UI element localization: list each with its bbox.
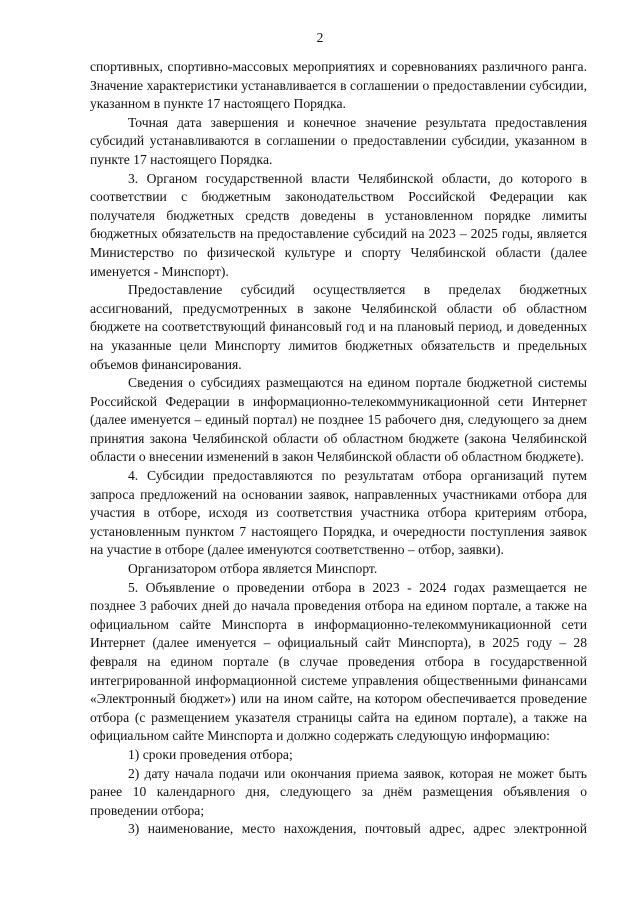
paragraph-3: 3. Органом государственной власти Челябинской области, до которого в соответствии с бюджетным законодательством Российской Федерации как получателя бюджетных средств доведены в установленном порядке лимиты бюджетных обязательств на предоставление субсидий на 2023 – 2025 годы, является Министерство по физической культуре и спорту Челябинской области (далее именуется - Минспорт). xyxy=(90,170,587,279)
document-body xyxy=(90,58,587,839)
paragraph-4: Предоставление субсидий осуществляется в пределах бюджетных ассигнований, предусмотренных в законе Челябинской области об областном бюджете на соответствующий финансовый год и на плановый период, и доведенных на указанные цели Минспорту лимитов бюджетных обязательств и предельных объемов финансирования. xyxy=(90,282,587,372)
paragraph-8: 5. Объявление о проведении отбора в 2023 - 2024 годах размещается не позднее 3 рабочих дней до начала проведения отбора на едином портале, а также на официальном сайте Минспорта в информационно-телекоммуникационной сети Интернет (далее именуется – официальный сайт Минспорта), в 2025 году – 28 февраля на едином портале (в случае проведения отбора в государственной интегрированной информационной системе управления общественными финансами «Электронный бюджет») или на ином сайте, на котором обеспечивается проведение отбора (с размещением указателя страницы сайта на едином портале), а также на официальном сайте Минспорта и должно содержать следующую информацию: xyxy=(90,579,587,744)
paragraph-7: Организатором отбора является Минспорт. xyxy=(128,561,378,577)
page-number: 2 xyxy=(316,30,324,45)
paragraph-6: 4. Субсидии предоставляются по результатам отбора организаций путем запроса предложений на основании заявок, направленных участниками отбора для участия в отборе, исходя из соответствия участника отбора критериям отбора, установленным пунктом 7 настоящего Порядка, и очередности поступления заявок на участие в отборе (далее именуются соответственно – отбор, заявки). xyxy=(90,468,587,558)
paragraph-5: Сведения о субсидиях размещаются на едином портале бюджетной системы Российской Федерации в информационно-телекоммуникационной сети Интернет (далее именуется – единый портал) не позднее 15 рабочего дня, следующего за днем принятия закона Челябинской области об областном бюджете (закона Челябинской области о внесении изменений в закон Челябинской области об областном бюджете). xyxy=(90,375,587,465)
paragraph-2: Точная дата завершения и конечное значение результата предоставления субсидий устанавливаются в соглашении о предоставлении субсидии, указанном в пункте 17 настоящего Порядка. xyxy=(90,114,587,167)
list-item-1: 1) сроки проведения отбора; xyxy=(128,746,293,762)
list-item-3: 3) наименование, место нахождения, почтовый адрес, адрес электронной xyxy=(128,821,587,837)
paragraph-1: спортивных, спортивно-массовых мероприятиях и соревнованиях различного ранга. Значение характеристики устанавливается в соглашении о предоставлении субсидии, указанном в пункте 17 настоящего Порядка. xyxy=(90,59,587,112)
list-item-2: 2) дату начала подачи или окончания приема заявок, которая не может быть ранее 10 календарного дня, следующего за днём размещения объявления о проведении отбора; xyxy=(90,765,587,818)
